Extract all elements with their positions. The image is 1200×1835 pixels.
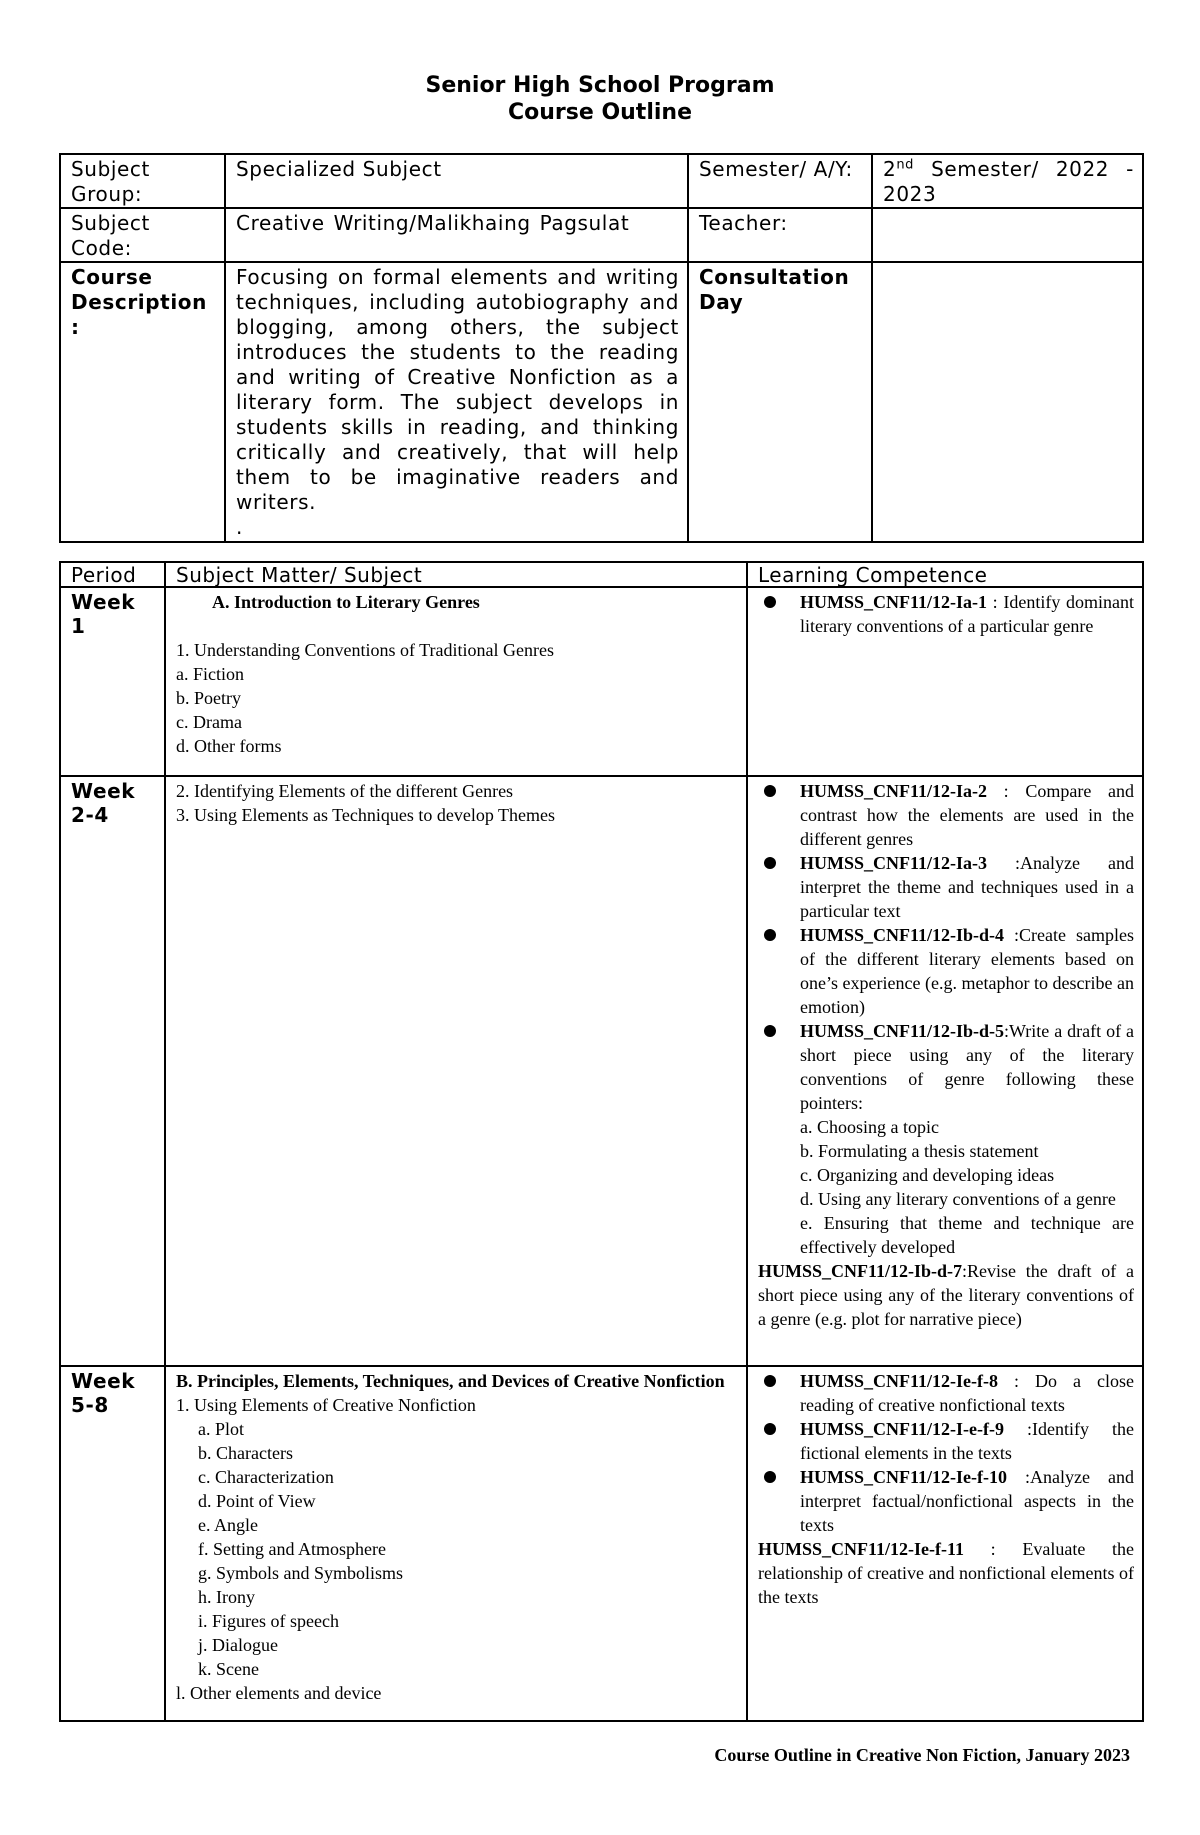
- competence-text: :Analyze and interpret the theme and techniques used in a particular text: [800, 853, 1134, 921]
- competence-text: : Evaluate the relationship of creative and nonfictional elements of the texts: [758, 1539, 1134, 1607]
- semester-ordinal-suffix: nd: [896, 157, 915, 173]
- period-cell: Week 2-4: [60, 776, 165, 1366]
- period-cell: Week 1: [60, 587, 165, 776]
- program-title: Senior High School Program: [425, 73, 775, 98]
- pointer-item: c. Organizing and developing ideas: [800, 1165, 1055, 1185]
- semester-value: [872, 154, 1143, 208]
- competence-cell: [747, 587, 1143, 776]
- pointer-item: e. Ensuring that theme and technique are effectively developed: [800, 1213, 1134, 1257]
- pointer-item: d. Using any literary conventions of a genre: [800, 1189, 1116, 1209]
- bullet-icon: [764, 1471, 776, 1483]
- course-outline-table: [59, 561, 1144, 1722]
- subject-line: l. Other elements and device: [176, 1683, 382, 1703]
- subject-line: g. Symbols and Symbolisms: [198, 1563, 404, 1583]
- competence-item: [758, 1369, 1134, 1417]
- subject-cell: [165, 1366, 747, 1721]
- subject-line: a. Plot: [198, 1419, 245, 1439]
- subject-heading: B. Principles, Elements, Techniques, and Devices of Creative Nonfiction: [176, 1371, 725, 1391]
- subject-line: b. Characters: [198, 1443, 293, 1463]
- teacher-value: [872, 208, 1143, 262]
- competence-item: [758, 1417, 1134, 1465]
- course-description-cell: [225, 262, 688, 542]
- competence-text: : Identify dominant literary conventions of a particular genre: [800, 592, 1134, 636]
- competence-text: :Revise the draft of a short piece using any of the literary conventions of a genre (e.g. plot for narrative piece): [758, 1261, 1134, 1329]
- semester-year: Semester/ 2022 - 2023: [883, 157, 1134, 206]
- table-row: [60, 776, 1143, 1366]
- competence-code: HUMSS_CNF11/12-Ie-f-11: [758, 1539, 964, 1559]
- subject-line: 1. Understanding Conventions of Traditional Genres: [176, 640, 554, 660]
- subject-code-label: Subject Code:: [60, 208, 225, 262]
- bullet-icon: [764, 785, 776, 797]
- course-description-label: Course Description :: [60, 262, 225, 542]
- subject-line: 1. Using Elements of Creative Nonfiction: [176, 1395, 476, 1415]
- competence-code: HUMSS_CNF11/12-Ib-d-5: [800, 1021, 1005, 1041]
- competence-code: HUMSS_CNF11/12-Ib-d-4: [800, 925, 1005, 945]
- subject-line: k. Scene: [198, 1659, 259, 1679]
- page-title: [0, 72, 1200, 126]
- competence-text: :Create samples of the different literary elements based on one’s experience (e.g. metaphor to describe an emotion): [800, 925, 1134, 1017]
- consultation-label: Consultation Day: [688, 262, 872, 542]
- subject-line: e. Angle: [198, 1515, 258, 1535]
- outline-title: Course Outline: [508, 100, 692, 125]
- competence-text: :Write a draft of a short piece using any of the literary conventions of genre following these pointers:: [800, 1021, 1134, 1113]
- subject-line: d. Point of View: [198, 1491, 316, 1511]
- subject-line: d. Other forms: [176, 736, 282, 756]
- consultation-value: [872, 262, 1143, 542]
- competence-item: [758, 779, 1134, 851]
- competence-item: [758, 590, 1134, 638]
- subject-line: 3. Using Elements as Techniques to develop Themes: [176, 805, 556, 825]
- period-cell: Week 5-8: [60, 1366, 165, 1721]
- competence-item: [758, 1465, 1134, 1537]
- course-description-dot: .: [236, 515, 243, 539]
- bullet-icon: [764, 1423, 776, 1435]
- competence-cell: [747, 776, 1143, 1366]
- subject-cell: [165, 587, 747, 776]
- course-info-table: [59, 153, 1144, 543]
- bullet-icon: [764, 596, 776, 608]
- competence-text: :Analyze and interpret factual/nonfictional aspects in the texts: [800, 1467, 1134, 1535]
- subject-group-value: Specialized Subject: [225, 154, 688, 208]
- outline-header-row: [60, 562, 1143, 587]
- competence-code: HUMSS_CNF11/12-I-e-f-9: [800, 1419, 1004, 1439]
- semester-ordinal: 2: [883, 157, 897, 181]
- competence-column-header: Learning Competence: [747, 562, 1143, 587]
- competence-item: [758, 851, 1134, 923]
- competence-code: HUMSS_CNF11/12-Ia-2: [800, 781, 988, 801]
- subject-line: h. Irony: [198, 1587, 255, 1607]
- subject-heading: A. Introduction to Literary Genres: [212, 592, 480, 612]
- course-description-text: Focusing on formal elements and writing techniques, including autobiography and blogging, among others, the subject introduces the students to the reading and writing of Creative Nonfiction as a literary form. The subject develops in students skills in reading, and thinking critically and creatively, that will help them to be imaginative readers and writers.: [236, 265, 679, 514]
- competence-item: [758, 923, 1134, 1019]
- pointer-item: b. Formulating a thesis statement: [800, 1141, 1039, 1161]
- period-column-header: Period: [60, 562, 165, 587]
- competence-extra: [758, 1259, 1134, 1331]
- competence-code: HUMSS_CNF11/12-Ie-f-8: [800, 1371, 998, 1391]
- competence-code: HUMSS_CNF11/12-Ia-3: [800, 853, 988, 873]
- teacher-label: Teacher:: [688, 208, 872, 262]
- competence-text: : Do a close reading of creative nonfictional texts: [800, 1371, 1134, 1415]
- competence-code: HUMSS_CNF11/12-Ib-d-7: [758, 1261, 963, 1281]
- subject-line: b. Poetry: [176, 688, 241, 708]
- competence-item: [758, 1019, 1134, 1115]
- subject-code-value: Creative Writing/Malikhaing Pagsulat: [225, 208, 688, 262]
- subject-line: j. Dialogue: [198, 1635, 278, 1655]
- bullet-icon: [764, 1025, 776, 1037]
- bullet-icon: [764, 857, 776, 869]
- competence-text: : Compare and contrast how the elements are used in the different genres: [800, 781, 1134, 849]
- competence-cell: [747, 1366, 1143, 1721]
- competence-extra: [758, 1537, 1134, 1609]
- table-row: [60, 1366, 1143, 1721]
- subject-line: c. Characterization: [198, 1467, 334, 1487]
- semester-label: Semester/ A/Y:: [688, 154, 872, 208]
- bullet-icon: [764, 1375, 776, 1387]
- subject-group-label: Subject Group:: [60, 154, 225, 208]
- subject-cell: [165, 776, 747, 1366]
- competence-text: :Identify the fictional elements in the texts: [800, 1419, 1134, 1463]
- subject-line: a. Fiction: [176, 664, 244, 684]
- competence-code: HUMSS_CNF11/12-Ia-1: [800, 592, 988, 612]
- subject-line: f. Setting and Atmosphere: [198, 1539, 386, 1559]
- subject-line: 2. Identifying Elements of the different Genres: [176, 781, 514, 801]
- subject-line: c. Drama: [176, 712, 242, 732]
- subject-line: i. Figures of speech: [198, 1611, 339, 1631]
- competence-code: HUMSS_CNF11/12-Ie-f-10: [800, 1467, 1007, 1487]
- table-row: [60, 587, 1143, 776]
- bullet-icon: [764, 929, 776, 941]
- page-footer: Course Outline in Creative Non Fiction, January 2023: [714, 1745, 1130, 1765]
- subject-column-header: Subject Matter/ Subject: [165, 562, 747, 587]
- pointer-item: a. Choosing a topic: [800, 1117, 939, 1137]
